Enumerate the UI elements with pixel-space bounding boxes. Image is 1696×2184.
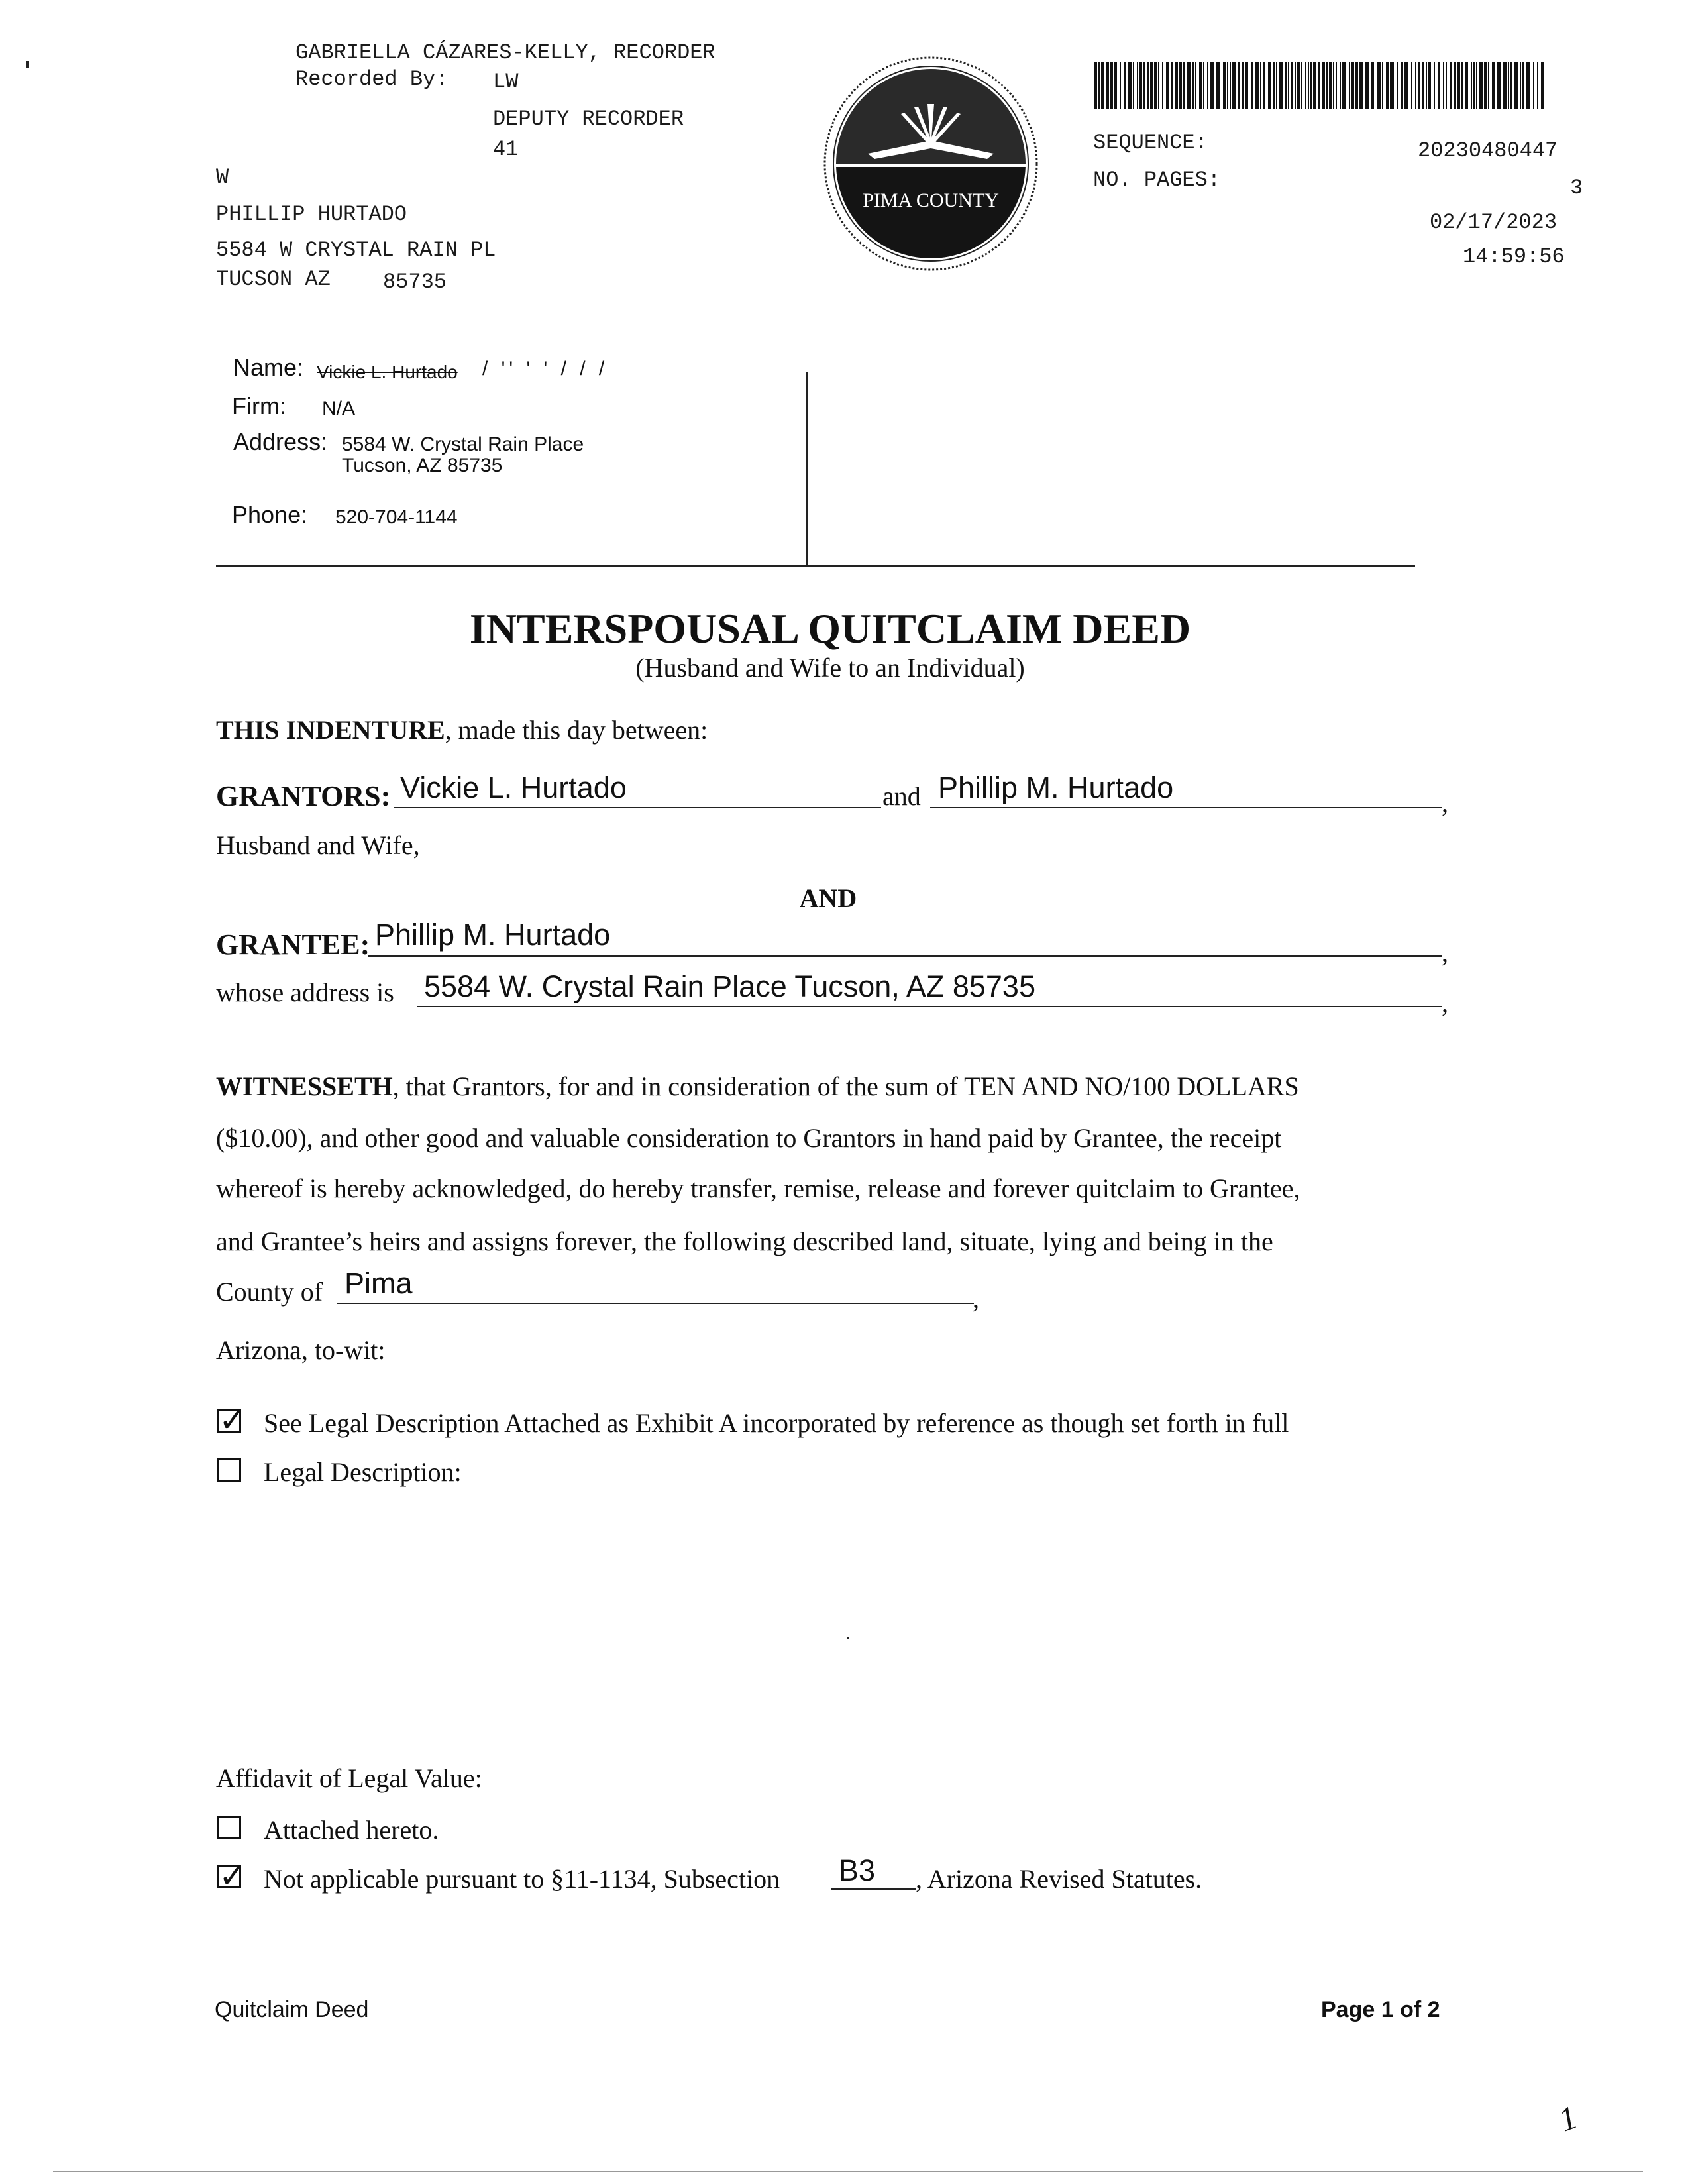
phone-label: Phone: [232,501,308,528]
recording-time: 14:59:56 [1463,245,1565,269]
subsection-line [831,1888,916,1890]
grantors-and: and [882,781,921,811]
barcode-bar [1371,62,1374,109]
barcode-bar [1171,62,1173,109]
barcode-bar [1094,62,1097,109]
requester-name-value: Vickie L. Hurtado [317,362,458,382]
firm-label: Firm: [232,392,286,419]
barcode-bar [1503,62,1507,109]
barcode-bar [1461,62,1463,109]
barcode-bar [1438,62,1440,109]
barcode-bar [1492,62,1495,109]
barcode-bar [1140,62,1142,109]
barcode-bar [1232,62,1236,109]
county-comma: , [973,1283,979,1313]
barcode-bar [1230,62,1231,109]
address-line1: 5584 W. Crystal Rain Place [342,433,584,455]
barcode-bar [1329,62,1332,109]
legal-description-checkbox[interactable] [217,1458,241,1482]
barcode-bar [1199,62,1202,109]
barcode-bar [1279,62,1283,109]
barcode-bar [1251,62,1253,109]
indenture-rest: , made this day between: [445,715,708,745]
barcode-bar [1288,62,1289,109]
barcode-bar [1411,62,1412,109]
barcode-bar [1533,62,1534,109]
seal-text: PIMA COUNTY [863,190,999,211]
barcode-bar [1458,62,1460,109]
deed-title: INTERSPOUSAL QUITCLAIM DEED [469,605,1191,652]
barcode-bar [1207,62,1208,109]
footer-right: Page 1 of 2 [1321,1997,1440,2022]
barcode-bar [1365,62,1369,109]
barcode-bar [1110,62,1113,109]
barcode-bar [1359,62,1363,109]
barcode-bar [1415,62,1416,109]
subsection-value: B3 [839,1853,876,1887]
grantee-label: GRANTEE: [216,928,370,961]
barcode-bar [1476,62,1477,109]
barcode-bar [1488,62,1489,109]
barcode-bar [1162,62,1163,109]
barcode-bar [1263,62,1265,109]
barcode-bar [1318,62,1320,109]
address-label: Address: [233,428,328,455]
barcode-bar [1522,62,1524,109]
barcode-bar [1401,62,1403,109]
stray-dot [847,1637,849,1639]
affidavit-option1: Attached hereto. [264,1815,439,1845]
recorded-by: LW [493,70,519,94]
return-street: 5584 W CRYSTAL RAIN PL [216,238,496,262]
barcode-bar [1418,62,1420,109]
box-bottom-rule [216,565,1415,567]
barcode-bar [1454,62,1456,109]
husband-wife: Husband and Wife, [216,830,420,860]
state-line: Arizona, to-wit: [216,1335,386,1365]
barcode-bar [1382,62,1383,109]
barcode-bar [1285,62,1287,109]
barcode-bar [1291,62,1293,109]
indenture-line [216,717,708,743]
return-zip: 85735 [383,270,447,294]
barcode-bar [1295,62,1296,109]
witness-line2: ($10.00), and other good and valuable consideration to Grantors in hand paid by Grantee, the receipt [216,1123,1282,1153]
grantee-line [368,956,1442,957]
barcode-bar [1526,62,1530,109]
barcode-bar [1114,62,1117,109]
sequence-number: 20230480447 [1418,138,1558,163]
grantor2-line [930,807,1442,808]
barcode-bar [1422,62,1424,109]
margin-tick [26,61,29,68]
barcode-bar [1426,62,1427,109]
barcode-bar [1390,62,1394,109]
box-vertical-divider [806,372,808,565]
barcode-bar [1450,62,1452,109]
legal-option1: See Legal Description Attached as Exhibit A incorporated by reference as though set forth in full [264,1408,1289,1438]
and-center: AND [799,883,857,913]
barcode-bar [1210,62,1214,109]
affidavit-heading: Affidavit of Legal Value: [216,1763,482,1793]
grantor1-value: Vickie L. Hurtado [400,771,627,804]
barcode-bar [1310,62,1312,109]
barcode-bar [1268,62,1271,109]
barcode-bar [1340,62,1341,109]
barcode-bar [1349,62,1350,109]
barcode-bar [1246,62,1248,109]
barcode-bar [1101,62,1104,109]
affidavit-option2-post: , Arizona Revised Statutes. [916,1864,1202,1894]
barcode-bar [1428,62,1431,109]
grantor1-line [394,807,881,808]
grantee-address-line [417,1006,1442,1007]
barcode-bar [1479,62,1483,109]
barcode-bar [1137,62,1138,109]
recorded-by-label: Recorded By: [295,67,449,91]
barcode-bar [1443,62,1444,109]
pages-label: NO. PAGES: [1093,168,1221,192]
barcode-bar [1471,62,1472,109]
barcode-bar [1333,62,1334,109]
deputy-code: 41 [493,137,519,162]
barcode-bar [1508,62,1509,109]
barcode-bar [1355,62,1358,109]
affidavit-na-checkmark: ✓ [219,1857,246,1895]
barcode-bar [1465,62,1468,109]
barcode-bar [1166,62,1169,109]
barcode-bar [1238,62,1240,109]
grantee-comma: , [1442,938,1448,967]
barcode-bar [1541,62,1544,109]
grantor2-value: Phillip M. Hurtado [938,771,1174,804]
address-comma: , [1442,988,1448,1018]
barcode-bar [1301,62,1302,109]
barcode-bar [1404,62,1408,109]
recording-date: 02/17/2023 [1430,210,1558,235]
barcode-bar [1195,62,1196,109]
county-value: Pima [344,1266,413,1300]
barcode-bar [1223,62,1226,109]
county-label: County of [216,1277,323,1307]
footer-left: Quitclaim Deed [215,1997,369,2022]
grantors-label: GRANTORS: [216,780,391,812]
barcode-bar [1434,62,1435,109]
barcode-bar [1473,62,1475,109]
barcode [1094,62,1545,109]
barcode-bar [1352,62,1354,109]
affidavit-option2-pre: Not applicable pursuant to §11-1134, Subsection [264,1864,780,1894]
barcode-bar [1227,62,1228,109]
barcode-bar [1120,62,1121,109]
barcode-bar [1497,62,1501,109]
barcode-bar [1484,62,1487,109]
barcode-bar [1446,62,1447,109]
address-line2: Tucson, AZ 85735 [342,455,503,476]
bottom-scan-line [53,2171,1643,2172]
barcode-bar [1158,62,1159,109]
firm-value: N/A [322,398,356,419]
barcode-bar [1308,62,1309,109]
barcode-bar [1377,62,1381,109]
barcode-bar [1537,62,1538,109]
witness-line1-text: , that Grantors, for and in consideration of the sum of TEN AND NO/100 DOLLARS [392,1071,1299,1101]
barcode-bar [1128,62,1132,109]
barcode-bar [1297,62,1300,109]
indenture-bold: THIS INDENTURE [216,715,445,745]
barcode-bar [1203,62,1204,109]
barcode-bar [1514,62,1518,109]
barcode-bar [1154,62,1157,109]
deputy-recorder: DEPUTY RECORDER [493,107,684,131]
barcode-bar [1322,62,1325,109]
pages-count: 3 [1570,176,1583,200]
barcode-bar [1106,62,1109,109]
barcode-bar [1179,62,1182,109]
legal-option2: Legal Description: [264,1457,462,1487]
return-name: PHILLIP HURTADO [216,202,407,227]
witness-line1 [216,1073,1299,1100]
barcode-bar [1183,62,1185,109]
grantee-value: Phillip M. Hurtado [375,918,611,952]
sequence-label: SEQUENCE: [1093,131,1208,155]
barcode-bar [1242,62,1244,109]
phone-value: 520-704-1144 [335,506,458,528]
barcode-bar [1313,62,1316,109]
barcode-bar [1520,62,1521,109]
barcode-bar [1260,62,1261,109]
barcode-bar [1510,62,1512,109]
page-mark: 1 [1554,2098,1582,2139]
barcode-bar [1098,62,1100,109]
barcode-bar [1192,62,1194,109]
barcode-bar [1336,62,1337,109]
witness-line4: and Grantee’s heirs and assigns forever, the following described land, situate, lying and being in the [216,1227,1273,1256]
barcode-bar [1342,62,1346,109]
witness-bold: WITNESSETH [216,1071,393,1101]
return-city-state: TUCSON AZ [216,267,331,292]
barcode-bar [1133,62,1134,109]
requester-scribble: / '' ' ' / / / [482,358,609,380]
barcode-bar [1147,62,1149,109]
legal-attached-checkmark: ✓ [219,1401,246,1439]
w-mark: W [216,165,229,190]
county-line [337,1303,974,1304]
grantors-comma: , [1442,788,1448,818]
requester-name-label: Name: [233,354,304,381]
barcode-bar [1143,62,1145,109]
barcode-bar [1150,62,1153,109]
barcode-bar [1187,62,1191,109]
barcode-bar [1386,62,1389,109]
recorder-name: GABRIELLA CÁZARES-KELLY, RECORDER [295,40,716,65]
pima-county-seal [822,54,1040,273]
barcode-bar [1175,62,1178,109]
barcode-bar [1305,62,1306,109]
barcode-bar [1124,62,1126,109]
grantee-address-value: 5584 W. Crystal Rain Place Tucson, AZ 85735 [424,969,1035,1003]
barcode-bar [1273,62,1275,109]
barcode-bar [1216,62,1220,109]
deed-subtitle: (Husband and Wife to an Individual) [635,653,1025,682]
barcode-bar [1255,62,1259,109]
address-phrase: whose address is [216,977,394,1007]
witness-line3: whereof is hereby acknowledged, do hereby transfer, remise, release and forever quitclaim to Grantee, [216,1174,1300,1203]
barcode-bar [1326,62,1328,109]
barcode-bar [1397,62,1398,109]
barcode-bar [1276,62,1277,109]
affidavit-attached-checkbox[interactable] [217,1816,241,1839]
